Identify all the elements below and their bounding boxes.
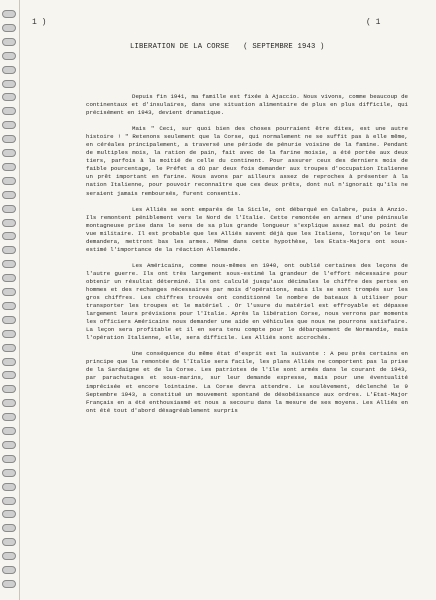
paragraph-2: Mais " Ceci, sur quoi bien des choses pourraient être dites, est une autre histoire ! " Retenons seulement que la Corse, qui normalement ne se suffit pas à elle même, en céréales principalement, a traversé une période de pénurie voisine de la famine. Pendant de multiples mois, la ration de pain, fait avec de la farine moisie, a été portée aux deux tiers, parfois à la moitié de celle du continent. Pour assurer ceux des derniers mois de faible pourcentage, le Préfet a dû par deux fois demander aux troupes d'occupation Italienne un prêt important en farine. Nous avons par ailleurs assez de reproches à présenter à la nation Italienne, pour pouvoir reconnaître que ces deux prêts, dont nul n'ignorait qu'ils ne seraient jamais remboursés, furent consentis. xyxy=(86,125,408,197)
binding-ring xyxy=(2,580,16,588)
paragraph-4: Les Américains, comme nous-mêmes en 1940, ont oublié certaines des leçons de l'autre guerre. Ils ont très largement sous-estimé la grandeur de l'effort nécessaire pour obtenir un résultat déterminé. Ils ont calculé jusqu'aux décimales le chiffre des pertes en hommes et des rechanges nécessaires par mois d'opérations, mais ils se sont trompés sur les gros chiffres. Les chiffres trouvés ont conditionné le nombre de bateaux à utiliser pour transporter les troupes et le matériel . Or l'usure du matériel est effroyable et dépasse largement leurs prévisions pour l'Italie. Après la libération Corse, nous verrons par moments les officiers Américains nous demander une aide en véhicules que nous ne pourrons satisfaire. La leçon sera profitable et il en sera tenu compte pour le débarquement de Normandie, mais l'opération Italienne, elle, sera difficile. Les Alliés sont accrochés. xyxy=(86,261,408,342)
binding-ring xyxy=(2,10,16,18)
binding-ring xyxy=(2,191,16,199)
binding-ring xyxy=(2,232,16,240)
binding-ring xyxy=(2,24,16,32)
binding-ring xyxy=(2,344,16,352)
binding-ring xyxy=(2,205,16,213)
binding-ring xyxy=(2,385,16,393)
binding-ring xyxy=(2,399,16,407)
binding-ring xyxy=(2,497,16,505)
binding-ring xyxy=(2,316,16,324)
binding-ring xyxy=(2,219,16,227)
binding-ring xyxy=(2,552,16,560)
paragraph-3: Les Alliés se sont emparés de la Sicile, ont débarqué en Calabre, puis à Anzio. Ils remontent péniblement vers le Nord de l'Italie. Cette remontée en armes d'une péninsule montagneuse prise dans le sens de sa plus grande longueur s'explique assez mal du point de vue militaire. Il est probable que les Alliés savent déjà que les Italiens, lorsqu'on le leur demandera, mettront bas les armes. Même dans cette hypothèse, les Etats-Majors ont sous-estimé l'importance de la réaction Allemande. xyxy=(86,205,408,253)
margin-line xyxy=(19,0,20,600)
document-heading xyxy=(130,43,390,51)
binding-ring xyxy=(2,510,16,518)
binding-ring xyxy=(2,566,16,574)
binding-ring xyxy=(2,107,16,115)
binding-ring xyxy=(2,358,16,366)
binding-ring xyxy=(2,469,16,477)
binding-ring xyxy=(2,524,16,532)
page-number-right: ( 1 xyxy=(366,18,381,27)
binding-ring xyxy=(2,149,16,157)
binding-ring xyxy=(2,274,16,282)
binding-ring xyxy=(2,441,16,449)
binding-ring xyxy=(2,413,16,421)
ring-binding xyxy=(2,10,16,595)
paragraph-1: Depuis fin 1941, ma famille est fixée à Ajaccio. Nous vivons, comme beaucoup de continentaux et d'insulaires, dans une situation alimentaire de plus en plus difficile, qui précisément en 1943, devient dramatique. xyxy=(86,93,408,117)
binding-ring xyxy=(2,483,16,491)
binding-ring xyxy=(2,177,16,185)
binding-ring xyxy=(2,302,16,310)
binding-ring xyxy=(2,288,16,296)
binding-ring xyxy=(2,330,16,338)
binding-ring xyxy=(2,80,16,88)
binding-ring xyxy=(2,163,16,171)
page-number-left: 1 ) xyxy=(32,18,47,27)
binding-ring xyxy=(2,93,16,101)
binding-ring xyxy=(2,135,16,143)
binding-ring xyxy=(2,66,16,74)
binding-ring xyxy=(2,371,16,379)
binding-ring xyxy=(2,260,16,268)
binding-ring xyxy=(2,246,16,254)
binding-ring xyxy=(2,38,16,46)
document-body xyxy=(86,93,408,415)
document-title: LIBERATION DE LA CORSE xyxy=(130,43,230,51)
paragraph-5: Une conséquence du même état d'esprit est la suivante : A peu près certains en principe que la remontée de l'Italie sera facile, les plans Alliés ne comportent pas la prise de la Sardaigne et de la Corse. Les patriotes de l'île sont armés dans le courant de 1943, par parachutages et sous-marins, sur leur demande expresse, mais pour une éventualité imprécisée et encore lointaine. La Corse devra attendre. Le soulèvement, déclenché le 9 Septembre 1943, a constitué un mouvement spontané de désobéissance aux ordres. L'Etat-Major Français en a été enthousiasmé et nous a secouru dans la mesure de ses moyens. Les Alliés en ont été tout d'abord désagréablement surpris xyxy=(86,350,408,414)
binding-ring xyxy=(2,427,16,435)
binding-ring xyxy=(2,52,16,60)
document-date: ( SEPTEMBRE 1943 ) xyxy=(243,43,325,51)
binding-ring xyxy=(2,121,16,129)
binding-ring xyxy=(2,538,16,546)
binding-ring xyxy=(2,455,16,463)
